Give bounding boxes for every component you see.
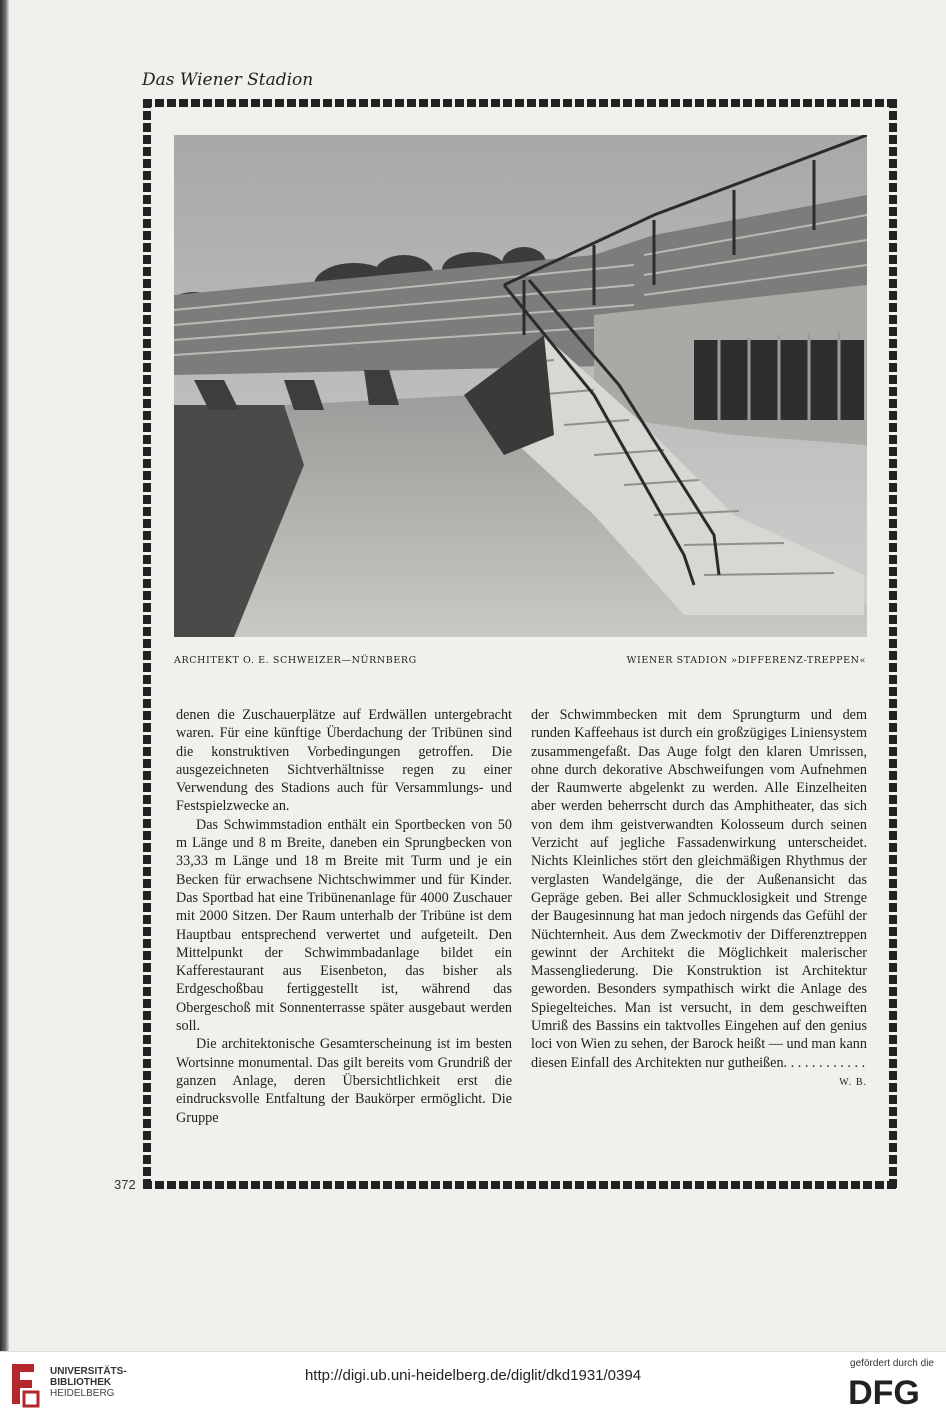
frame-left-border bbox=[143, 99, 151, 1189]
viewer-footer bbox=[0, 1351, 946, 1419]
frame-right-border bbox=[889, 99, 897, 1189]
photo-credit: ARCHITEKT O. E. SCHWEIZER—NÜRNBERG bbox=[174, 655, 417, 666]
stadium-stairs-illustration bbox=[174, 135, 867, 637]
svg-text:DFG: DFG bbox=[848, 1374, 920, 1408]
frame-top-border bbox=[143, 99, 897, 107]
frame-bottom-border bbox=[143, 1181, 897, 1189]
scan-edge bbox=[0, 0, 9, 1418]
paragraph: denen die Zuschauerplätze auf Erdwällen untergebracht waren. Für eine künftige Überdachung der Tribünen sind die konstruktiven Vorbedingungen getroffen. Die ausgezeichneten Sichtverhältnisse regen zu einer Verwendung des Stadions auch für Versammlungs- und Festspielzwecke an. bbox=[176, 707, 512, 815]
stadium-photo bbox=[174, 135, 867, 637]
running-title: Das Wiener Stadion bbox=[142, 70, 314, 90]
text-column-left bbox=[176, 706, 512, 1127]
paragraph: Die architektonische Gesamterscheinung ist im besten Wortsinne monumental. Das gilt bereits vom Grundriß der ganzen Anlage, deren Übersichtlichkeit erst die eindrucksvolle Entfaltung der Baukörper ermöglicht. Die Gruppe bbox=[176, 1036, 512, 1126]
text-column-right bbox=[531, 706, 867, 1092]
photo-caption: WIENER STADION »DIFFERENZ-TREPPEN« bbox=[626, 655, 866, 666]
paragraph: Das Schwimmstadion enthält ein Sportbecken von 50 m Länge und 8 m Breite, daneben ein Sprungbecken von 33,33 m Länge und 18 m Breite mit Turm und je ein Becken für erwachsene Nichtschwimmer und für Kinder. Das Sportbad hat eine Tribünenanlage für 4000 Zuschauer mit 2000 Sitzen. Der Raum unterhalb der Tribüne ist dem Hauptbau entsprechend verwertet und aufgeteilt. Den Mittelpunkt der Schwimmbadanlage bildet ein Kafferestaurant aus Eisenbeton, das bisher als Erdgeschoßbau fertiggestellt ist, während das Obergeschoß mit Sonnenterrasse später ausgebaut werden soll. bbox=[176, 816, 512, 1035]
dfg-logo-icon[interactable] bbox=[836, 1374, 932, 1408]
page-number: 372 bbox=[114, 1177, 136, 1192]
author-signature: W. B. bbox=[839, 1076, 867, 1088]
permalink-url[interactable]: http://digi.ub.uni-heidelberg.de/diglit/dkd1931/0394 bbox=[304, 1367, 642, 1384]
library-name[interactable]: UNIVERSITÄTS- BIBLIOTHEK HEIDELBERG bbox=[50, 1366, 127, 1399]
paragraph: der Schwimmbecken mit dem Sprungturm und dem runden Kaffeehaus ist durch ein großzügiges Liniensystem zusammengefaßt. Das Auge folgt den klaren Umrissen, ohne durch dekorative Abschweifungen vom Aufnehmen der Raumwerte abgelenkt zu werden. Alle Einzelheiten aber werden beherrscht durch das Amphitheater, das sich von dem ihm geistverwandten Kolosseum durch seinen Verzicht auf jegliche Fassadenwirkung unterscheidet. Nichts Kleinliches stört den gleichmäßigen Rhythmus der verglasten Wandelgänge, die der Außenansicht das Gepräge geben. Bei aller Schmucklosigkeit und Strenge der Baugesinnung hat man jedoch nirgends das Gefühl der Nüchternheit. Aus dem Zweckmotiv der Differenztreppen gewinnt der Architekt die Möglichkeit malerischer Massengliederung. Die Konstruktion ist Architektur geworden. Besonders sympathisch wirkt die Anlage des Spiegelteiches. Man ist versucht, in dem geschweiften Umriß des Bassins ein taktvolles Eingehen auf den genius loci von Wien zu sehen, der Barock heißt — und man kann diesen Einfall des Architekten nur gutheißen. . . . . . . . . . . . bbox=[531, 707, 867, 1071]
sponsor-text: gefördert durch die bbox=[850, 1358, 934, 1369]
